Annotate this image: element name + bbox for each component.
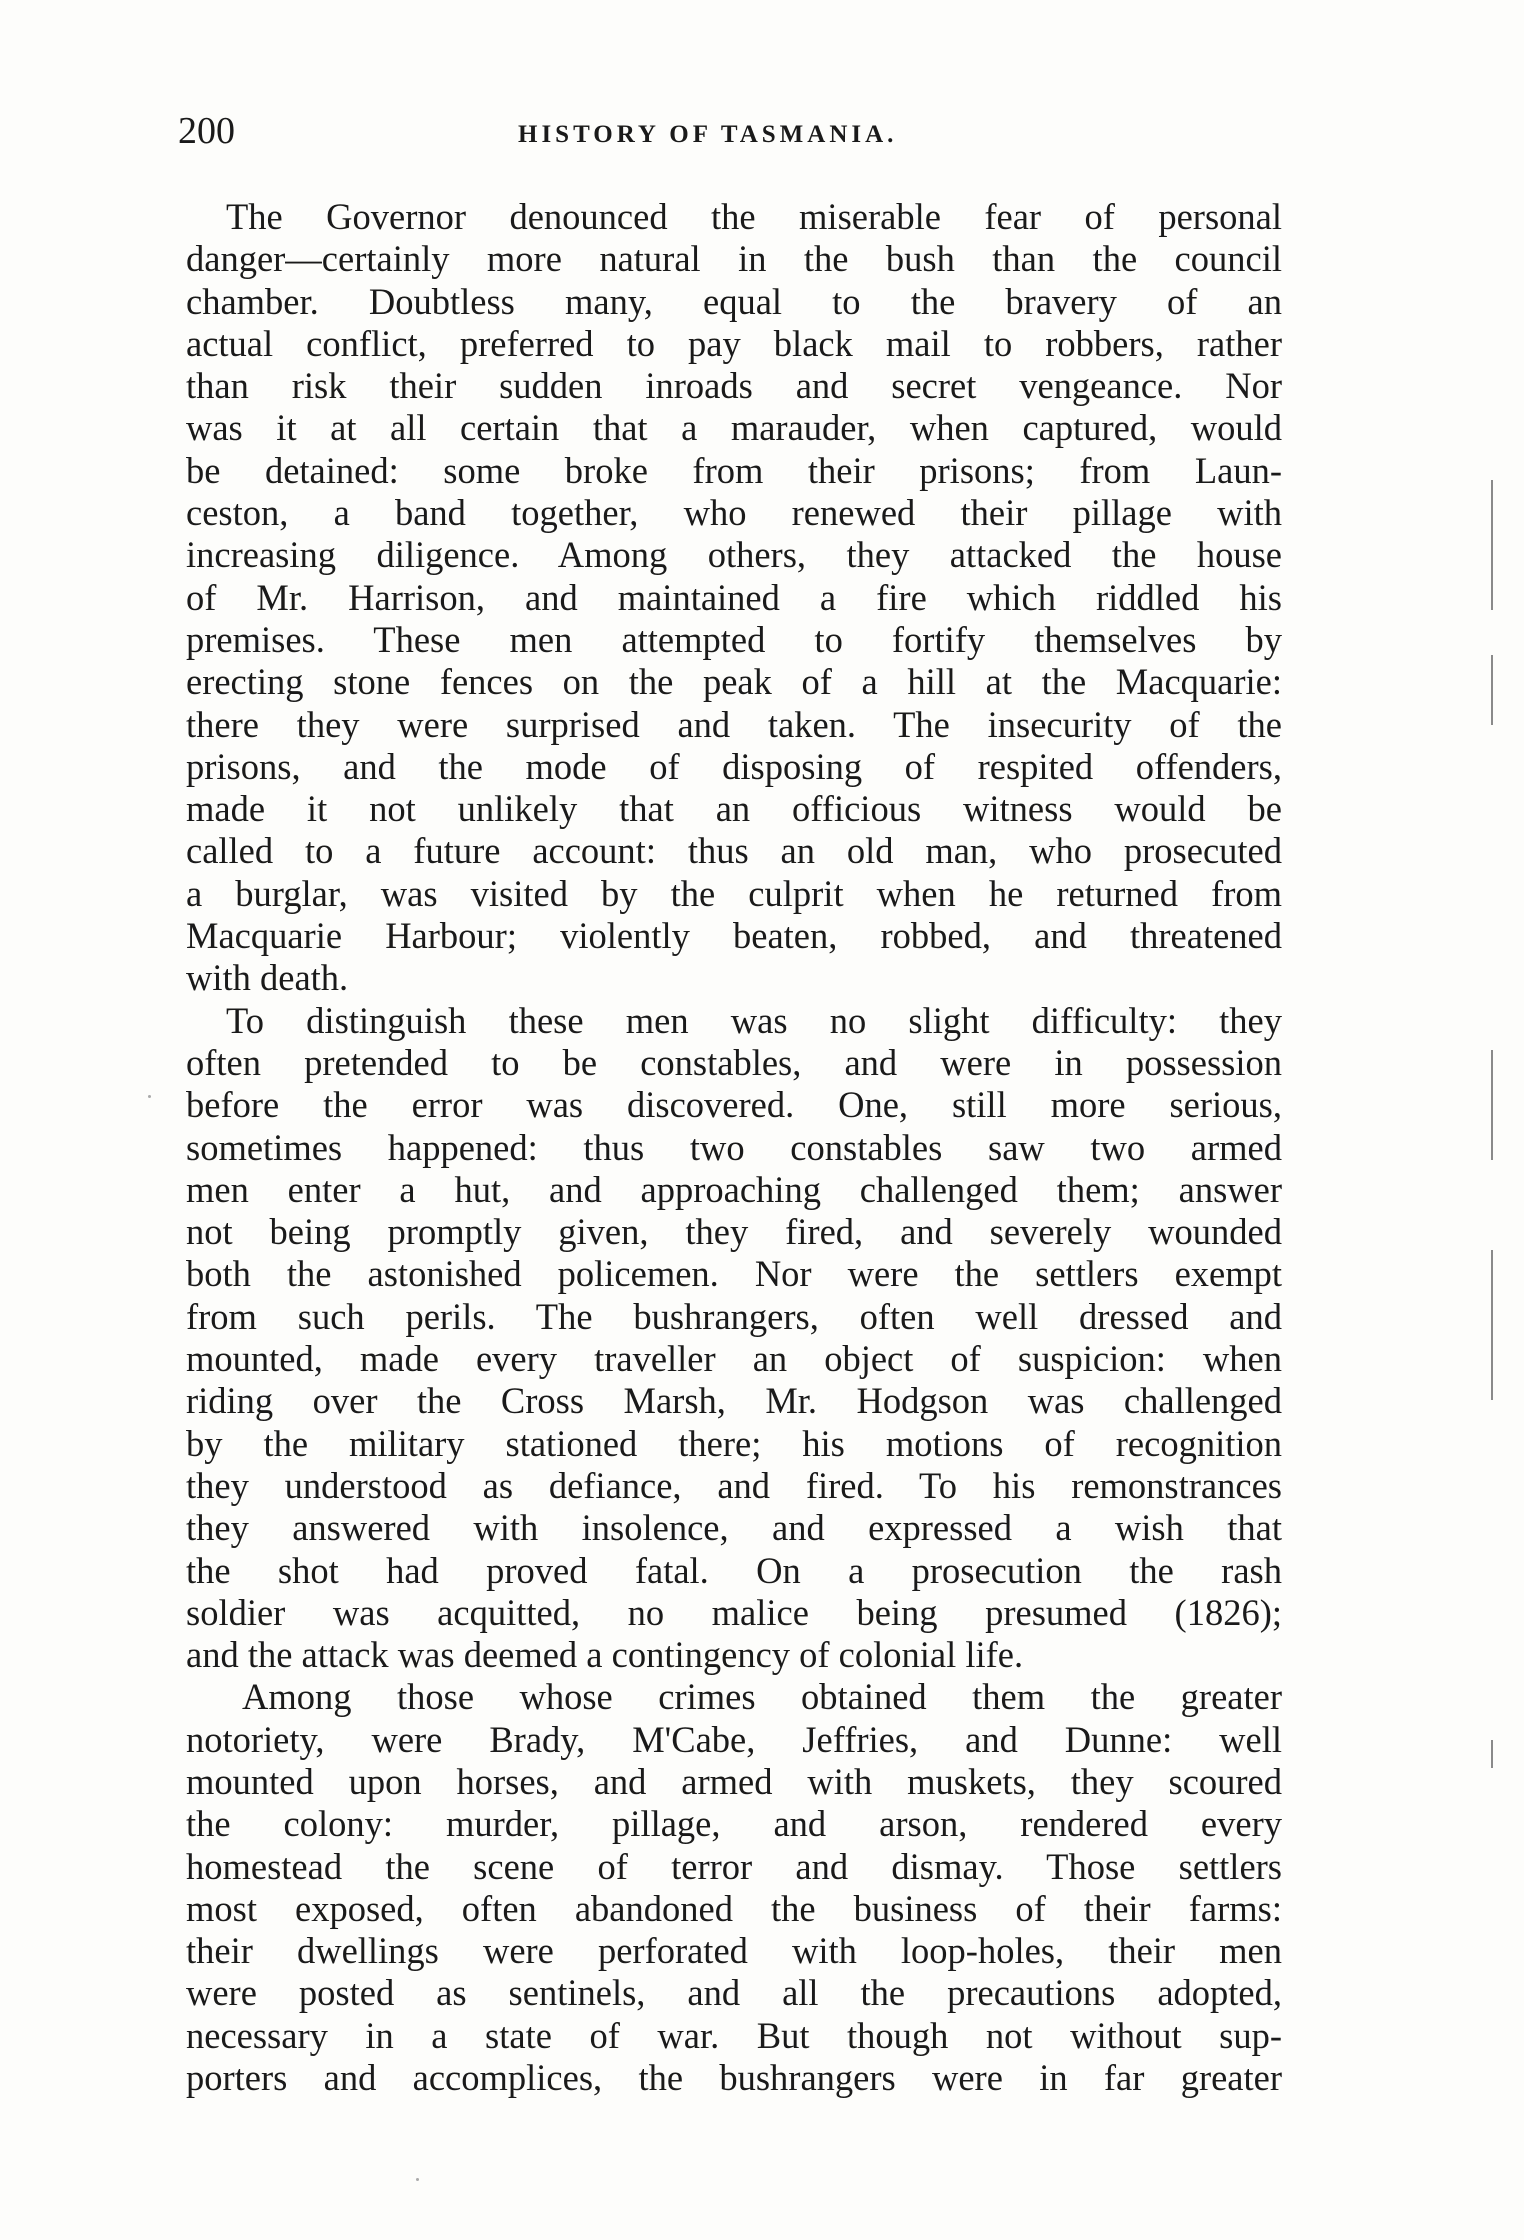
text-line: The Governor denounced the miserable fear of personal: [226, 196, 1282, 237]
body-text: [186, 196, 1282, 2099]
text-line: they answered with insolence, and expressed a wish that: [186, 1507, 1282, 1549]
text-line: the colony: murder, pillage, and arson, rendered every: [186, 1803, 1282, 1845]
margin-scan-mark: [1491, 1050, 1493, 1160]
text-line: they understood as defiance, and fired. To his remonstrances: [186, 1464, 1282, 1506]
text-line: and the attack was deemed a contingency of colonial life.: [186, 1634, 1024, 1676]
text-line: not being promptly given, they fired, and severely wounded: [186, 1211, 1282, 1253]
text-line: than risk their sudden inroads and secret vengeance. Nor: [186, 365, 1282, 407]
text-line: chamber. Doubtless many, equal to the bravery of an: [186, 280, 1282, 322]
page-number: 200: [178, 110, 235, 152]
text-line: soldier was acquitted, no malice being presumed (1826);: [186, 1591, 1282, 1633]
text-line: men enter a hut, and approaching challenged them; answer: [186, 1168, 1282, 1210]
text-line: from such perils. The bushrangers, often well dressed and: [186, 1295, 1282, 1337]
text-line: before the error was discovered. One, still more serious,: [186, 1084, 1282, 1126]
text-line: with death.: [186, 957, 349, 999]
page-header: [178, 106, 1278, 156]
text-line: made it not unlikely that an officious witness would be: [186, 788, 1282, 830]
text-line: sometimes happened: thus two constables saw two armed: [186, 1126, 1282, 1168]
text-line: was it at all certain that a marauder, when captured, would: [186, 407, 1282, 449]
text-line: Among those whose crimes obtained them the greater: [242, 1676, 1282, 1718]
text-line: there they were surprised and taken. The insecurity of the: [186, 703, 1282, 745]
margin-scan-mark: [1491, 655, 1493, 725]
text-line: called to a future account: thus an old man, who prosecuted: [186, 830, 1282, 872]
text-line: homestead the scene of terror and dismay. Those settlers: [186, 1845, 1282, 1887]
text-line: be detained: some broke from their prisons; from Laun-: [186, 449, 1282, 491]
text-line: a burglar, was visited by the culprit when he returned from: [186, 872, 1282, 914]
text-line: by the military stationed there; his motions of recognition: [186, 1422, 1282, 1464]
text-line: both the astonished policemen. Nor were the settlers exempt: [186, 1253, 1282, 1295]
text-line: prisons, and the mode of disposing of respited offenders,: [186, 745, 1282, 787]
text-line: Macquarie Harbour; violently beaten, robbed, and threatened: [186, 915, 1282, 957]
text-line: mounted, made every traveller an object of suspicion: when: [186, 1338, 1282, 1380]
running-title: HISTORY OF TASMANIA.: [518, 121, 898, 148]
text-line: the shot had proved fatal. On a prosecution the rash: [186, 1549, 1282, 1591]
text-line: porters and accomplices, the bushrangers were in far greater: [186, 2057, 1282, 2099]
text-line: danger—certainly more natural in the bush than the council: [186, 238, 1282, 280]
text-line: ceston, a band together, who renewed their pillage with: [186, 492, 1282, 534]
text-line: increasing diligence. Among others, they attacked the house: [186, 534, 1282, 576]
scan-speck: [148, 1095, 151, 1098]
margin-scan-mark: [1491, 480, 1493, 610]
text-line: necessary in a state of war. But though not without sup-: [186, 2014, 1282, 2056]
scan-speck: [416, 2178, 419, 2181]
text-line: riding over the Cross Marsh, Mr. Hodgson was challenged: [186, 1380, 1282, 1422]
text-line: of Mr. Harrison, and maintained a fire which riddled his: [186, 576, 1282, 618]
text-line: often pretended to be constables, and were in possession: [186, 1041, 1282, 1083]
margin-scan-mark: [1491, 1250, 1493, 1400]
text-line: their dwellings were perforated with loop-holes, their men: [186, 1930, 1282, 1972]
margin-scan-mark: [1491, 1740, 1493, 1768]
text-line: erecting stone fences on the peak of a hill at the Macquarie:: [186, 661, 1282, 703]
text-line: notoriety, were Brady, M'Cabe, Jeffries, and Dunne: well: [186, 1718, 1282, 1760]
text-line: To distinguish these men was no slight difficulty: they: [226, 999, 1282, 1041]
text-line: premises. These men attempted to fortify themselves by: [186, 618, 1282, 660]
text-line: mounted upon horses, and armed with muskets, they scoured: [186, 1760, 1282, 1802]
text-line: most exposed, often abandoned the business of their farms:: [186, 1887, 1282, 1929]
text-line: actual conflict, preferred to pay black mail to robbers, rather: [186, 322, 1282, 364]
text-line: were posted as sentinels, and all the precautions adopted,: [186, 1972, 1282, 2014]
